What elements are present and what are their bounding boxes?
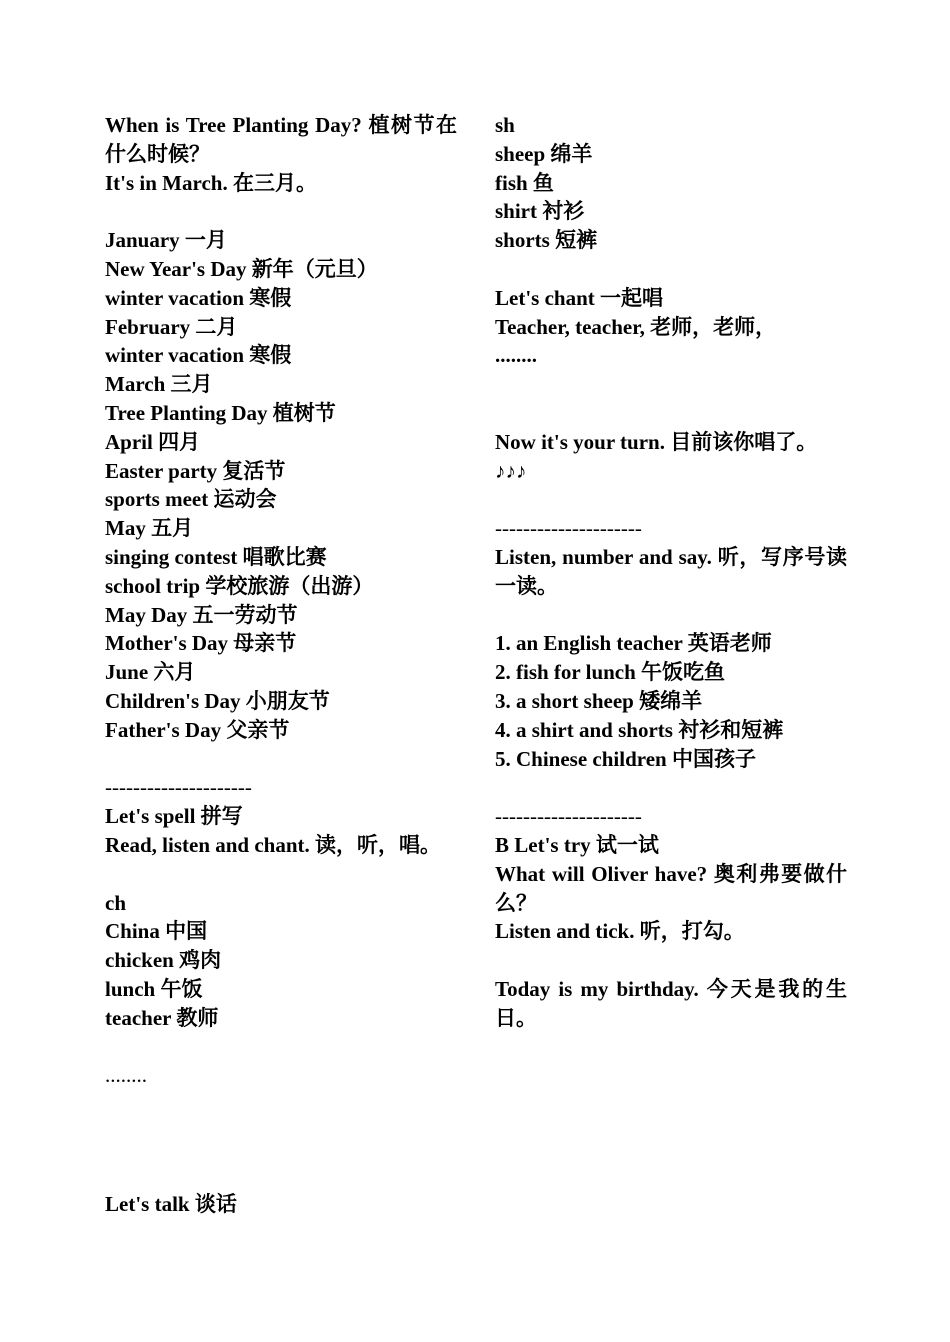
spacer: [495, 773, 847, 802]
divider: ---------------------: [495, 516, 642, 541]
list-item: May 五月: [105, 516, 194, 541]
answer-line: It's in March. 在三月。: [105, 170, 317, 195]
sh-words-list: [495, 111, 847, 255]
list-item: fish 鱼: [495, 170, 554, 195]
instruction-line: Listen, number and say. 听，写序号读一读。: [495, 544, 847, 598]
list-item: Mother's Day 母亲节: [105, 631, 297, 656]
list-item: Children's Day 小朋友节: [105, 688, 330, 713]
chant-line: Teacher, teacher, 老师，老师，: [495, 314, 777, 339]
ch-words-list: [105, 889, 457, 1033]
list-item: Father's Day 父亲节: [105, 717, 290, 742]
list-item: New Year's Day 新年（元旦）: [105, 256, 378, 281]
list-item: ch: [105, 890, 126, 915]
list-item: winter vacation 寒假: [105, 343, 292, 368]
section-heading: Let's talk 谈话: [105, 1192, 237, 1217]
spacer: [105, 745, 457, 774]
list-item: 1. an English teacher 英语老师: [495, 631, 772, 656]
list-item: winter vacation 寒假: [105, 285, 292, 310]
question-line: What will Oliver have? 奥利弗要做什么？: [495, 861, 847, 915]
list-item: 4. a shirt and shorts 衬衫和短裤: [495, 717, 784, 742]
spacer: [105, 1033, 457, 1062]
right-column: [495, 111, 847, 1033]
list-item: China 中国: [105, 919, 208, 944]
spacer: [105, 1090, 457, 1190]
list-item: Easter party 复活节: [105, 458, 286, 483]
list-item: lunch 午饭: [105, 976, 203, 1001]
list-item: shorts 短裤: [495, 228, 598, 253]
list-item: 2. fish for lunch 午饭吃鱼: [495, 660, 726, 685]
section-heading: B Let's try 试一试: [495, 832, 659, 857]
list-item: Tree Planting Day 植树节: [105, 400, 336, 425]
list-item: May Day 五一劳动节: [105, 602, 298, 627]
spacer: [495, 370, 847, 399]
ellipsis: ........: [495, 343, 537, 368]
list-item: sports meet 运动会: [105, 487, 277, 512]
months-list: [105, 226, 457, 744]
instruction-line: Listen and tick. 听，打勾。: [495, 919, 745, 944]
list-item: February 二月: [105, 314, 238, 339]
list-item: sh: [495, 113, 515, 137]
spacer: [495, 399, 847, 428]
list-item: April 四月: [105, 429, 201, 454]
spacer: [495, 601, 847, 630]
list-item: 5. Chinese children 中国孩子: [495, 746, 756, 771]
list-item: sheep 绵羊: [495, 141, 593, 166]
spacer: [495, 946, 847, 975]
turn-line: Now it's your turn. 目前该你唱了。: [495, 429, 818, 454]
music-notes: ♪♪♪: [495, 458, 527, 483]
section-heading: Let's spell 拼写: [105, 804, 243, 829]
divider: ---------------------: [495, 804, 642, 829]
numbered-list: [495, 629, 847, 773]
list-item: June 六月: [105, 660, 196, 685]
list-item: teacher 教师: [105, 1005, 219, 1030]
list-item: January 一月: [105, 228, 227, 253]
spacer: [105, 197, 457, 226]
spacer: [495, 255, 847, 284]
instruction-line: Read, listen and chant. 读，听，唱。: [105, 832, 442, 857]
list-item: 3. a short sheep 矮绵羊: [495, 688, 703, 713]
question-line: When is Tree Planting Day? 植树节在什么时候？: [105, 113, 457, 166]
left-column: [105, 111, 457, 1219]
section-heading: Let's chant 一起唱: [495, 285, 663, 310]
spacer: [495, 485, 847, 514]
ellipsis: ........: [105, 1063, 147, 1088]
list-item: chicken 鸡肉: [105, 948, 222, 973]
list-item: shirt 衬衫: [495, 199, 585, 224]
birthday-line: Today is my birthday. 今天是我的生日。: [495, 976, 847, 1030]
divider: ---------------------: [105, 775, 252, 800]
list-item: March 三月: [105, 372, 213, 397]
list-item: singing contest 唱歌比赛: [105, 544, 327, 569]
list-item: school trip 学校旅游（出游）: [105, 573, 374, 598]
spacer: [105, 860, 457, 889]
